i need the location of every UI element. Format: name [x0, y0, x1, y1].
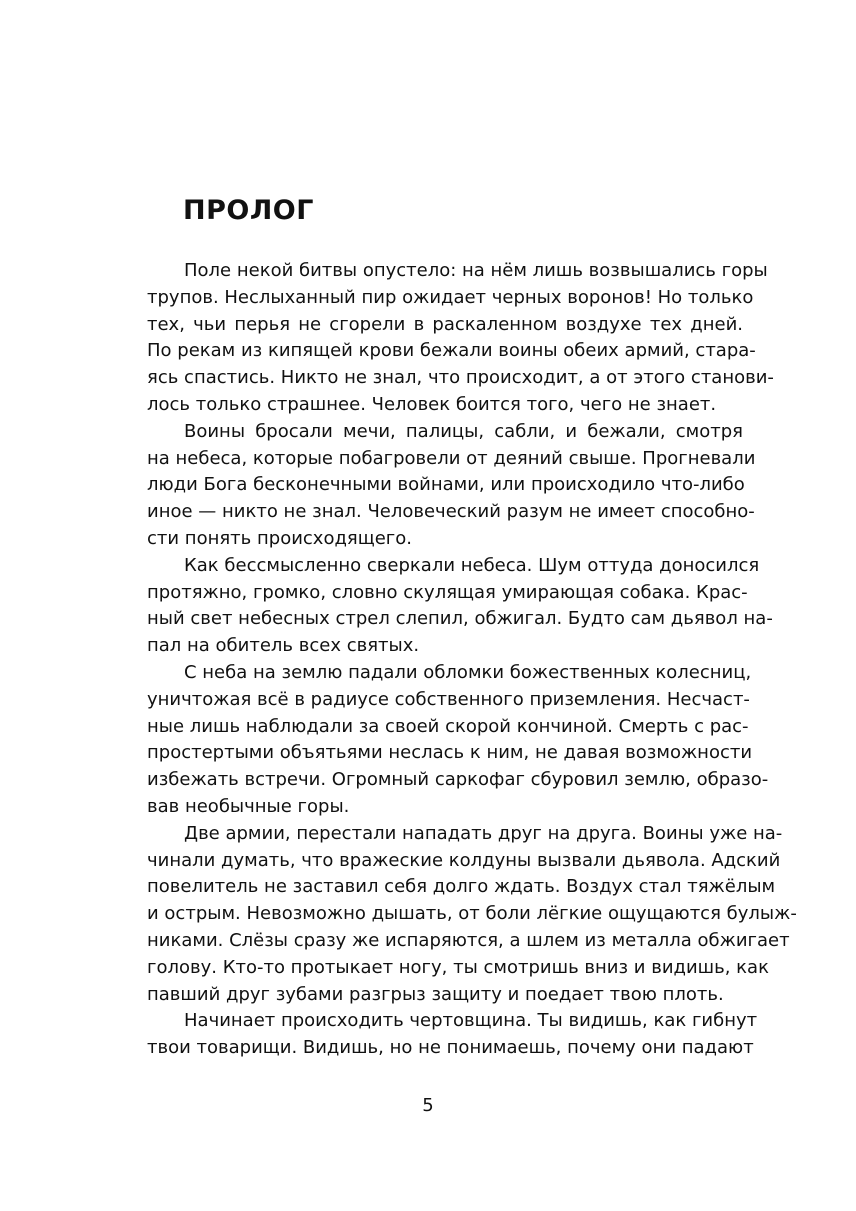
body-text — [147, 258, 797, 1062]
text-line: протяжно, громко, словно скулящая умирающая собака. Крас- — [147, 581, 748, 603]
text-line: повелитель не заставил себя долго ждать. Воздух стал тяжёлым — [147, 876, 776, 898]
text-line: пал на обитель всех святых. — [147, 635, 420, 657]
page-number: 5 — [422, 1095, 434, 1116]
text-line: ясь спастись. Никто не знал, что происходит, а от этого станови- — [147, 367, 774, 389]
text-line: Воины бросали мечи, палицы, сабли, и бежали, смотря — [184, 420, 743, 442]
text-line: голову. Кто-то протыкает ногу, ты смотришь вниз и видишь, как — [147, 956, 769, 978]
text-line: Начинает происходить чертовщина. Ты видишь, как гибнут — [184, 1010, 758, 1032]
text-line: иное — никто не знал. Человеческий разум не имеет способно- — [147, 501, 755, 523]
text-line: твои товарищи. Видишь, но не понимаешь, почему они падают — [147, 1037, 754, 1059]
text-line: ный свет небесных стрел слепил, обжигал. Будто сам дьявол на- — [147, 608, 773, 630]
text-line: По рекам из кипящей крови бежали воины обеих армий, стара- — [147, 340, 756, 362]
chapter-title: ПРОЛОГ — [183, 195, 314, 226]
text-line: сти понять происходящего. — [147, 527, 412, 549]
text-line: и острым. Невозможно дышать, от боли лёгкие ощущаются булыж- — [147, 903, 797, 925]
text-line: избежать встречи. Огромный саркофаг сбуровил землю, образо- — [147, 769, 769, 791]
text-line: Поле некой битвы опустело: на нём лишь возвышались горы — [184, 260, 768, 281]
text-line: Как бессмысленно сверкали небеса. Шум оттуда доносился — [184, 554, 760, 576]
text-line: трупов. Неслыханный пир ожидает черных воронов! Но только — [147, 286, 754, 308]
text-line: С неба на землю падали обломки божественных колесниц, — [184, 661, 752, 683]
text-line: люди Бога бесконечными войнами, или происходило что-либо — [147, 474, 745, 496]
text-line: павший друг зубами разгрыз защиту и поедает твою плоть. — [147, 983, 724, 1005]
text-line: вав необычные горы. — [147, 795, 350, 817]
text-line: никами. Слёзы сразу же испаряются, а шлем из металла обжигает — [147, 929, 790, 951]
text-line: на небеса, которые побагровели от деяний свыше. Прогневали — [147, 447, 756, 469]
text-line: Две армии, перестали нападать друг на друга. Воины уже на- — [184, 822, 783, 844]
text-line: ные лишь наблюдали за своей скорой кончиной. Смерть с рас- — [147, 715, 749, 737]
text-line: уничтожая всё в радиусе собственного приземления. Несчаст- — [147, 688, 750, 710]
text-line: простертыми объятьями неслась к ним, не давая возможности — [147, 742, 753, 764]
text-line: чинали думать, что вражеские колдуны вызвали дьявола. Адский — [147, 849, 781, 871]
text-line: лось только страшнее. Человек боится того, чего не знает. — [147, 393, 717, 415]
text-line: тех, чьи перья не сгорели в раскаленном воздухе тех дней. — [147, 313, 743, 335]
